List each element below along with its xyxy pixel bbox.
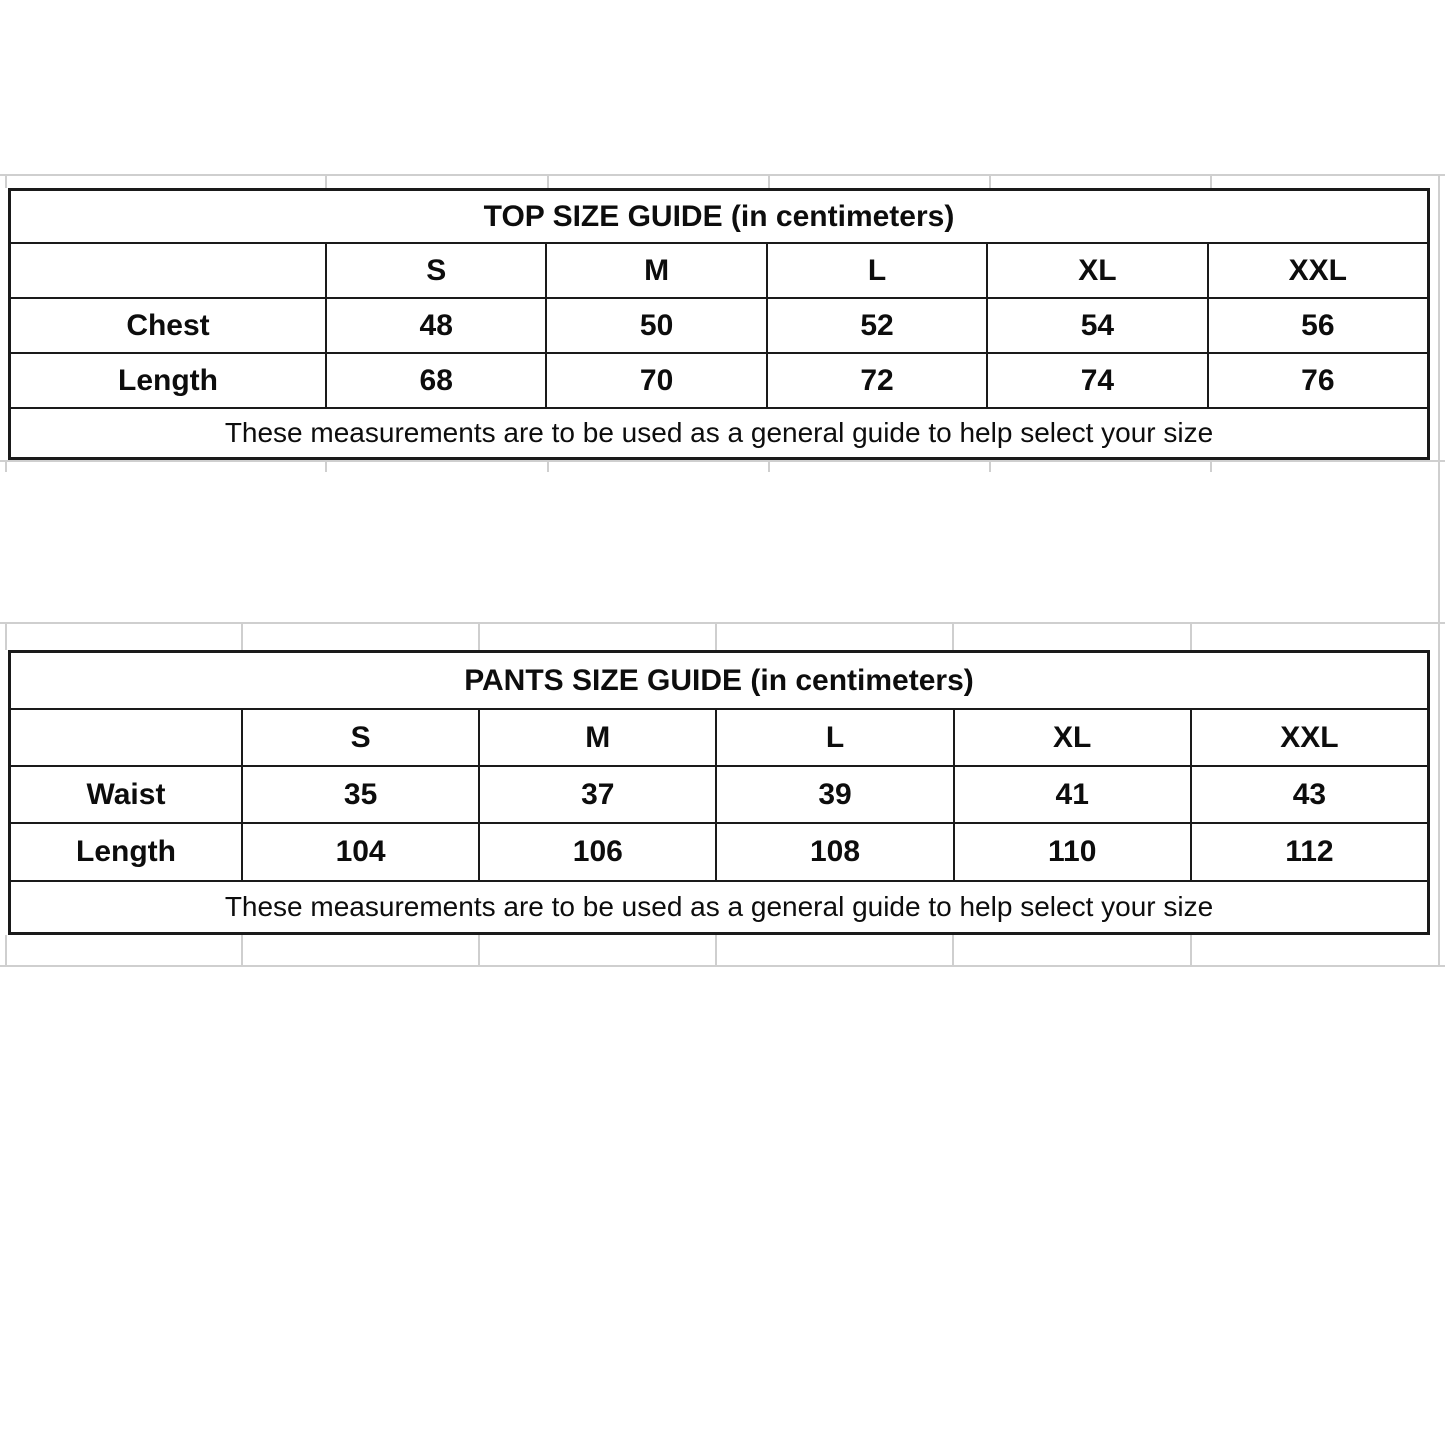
gridline-tick: [5, 622, 7, 650]
measurement-cell: 70: [545, 354, 765, 407]
measurement-cell: 39: [715, 767, 952, 822]
size-column-header: M: [478, 710, 715, 765]
gridline-tick: [547, 460, 549, 472]
gridline-horizontal: [0, 460, 1445, 462]
pants-size-guide-table: [8, 650, 1430, 935]
measurement-cell: 106: [478, 824, 715, 880]
gridline-tick: [1190, 622, 1192, 650]
gridline-tick: [768, 174, 770, 188]
gridline-tick: [325, 460, 327, 472]
gridline-tick: [989, 460, 991, 472]
size-column-header: L: [715, 710, 952, 765]
gridline-horizontal: [0, 622, 1445, 624]
measurement-cell: 68: [325, 354, 545, 407]
row-label: Chest: [126, 308, 210, 342]
row-label: Length: [76, 835, 176, 868]
gridline-tick: [241, 622, 243, 650]
measurement-cell: 104: [241, 824, 478, 880]
gridline-tick: [5, 460, 7, 472]
gridline-horizontal: [0, 174, 1445, 176]
gridline-tick: [989, 174, 991, 188]
measurement-cell: 112: [1190, 824, 1427, 880]
measurement-cell: 37: [478, 767, 715, 822]
gridline-tick: [1438, 622, 1440, 650]
measurement-cell: 76: [1207, 354, 1427, 407]
gridline-tick: [1210, 460, 1212, 472]
table-title: TOP SIZE GUIDE (in centimeters): [483, 199, 955, 233]
measurement-cell: 43: [1190, 767, 1427, 822]
row-label: Length: [118, 363, 218, 397]
gridline-tick: [1438, 935, 1440, 966]
gridline-vertical: [1438, 174, 1440, 967]
size-column-header: S: [325, 244, 545, 297]
corner-empty-cell: [11, 244, 325, 297]
size-column-header: XL: [986, 244, 1206, 297]
gridline-tick: [478, 622, 480, 650]
measurement-cell: 110: [953, 824, 1190, 880]
measurement-cell: 56: [1207, 299, 1427, 352]
measurement-cell: 54: [986, 299, 1206, 352]
gridline-tick: [1210, 174, 1212, 188]
row-label: Waist: [86, 777, 166, 811]
measurement-cell: 72: [766, 354, 986, 407]
measurement-cell: 41: [953, 767, 1190, 822]
corner-empty-cell: [11, 710, 241, 765]
measurement-cell: 74: [986, 354, 1206, 407]
gridline-tick: [1438, 174, 1440, 188]
table-title: PANTS SIZE GUIDE (in centimeters): [464, 663, 974, 697]
size-column-header: XL: [953, 710, 1190, 765]
size-column-header: XXL: [1207, 244, 1427, 297]
gridline-tick: [478, 935, 480, 966]
measurement-cell: 35: [241, 767, 478, 822]
measurement-cell: 50: [545, 299, 765, 352]
gridline-tick: [325, 174, 327, 188]
gridline-horizontal: [0, 965, 1445, 967]
table-note: These measurements are to be used as a general guide to help select your size: [224, 891, 1214, 922]
gridline-tick: [241, 935, 243, 966]
gridline-tick: [1438, 460, 1440, 472]
measurement-cell: 48: [325, 299, 545, 352]
gridline-tick: [952, 622, 954, 650]
size-column-header: L: [766, 244, 986, 297]
gridline-tick: [547, 174, 549, 188]
gridline-tick: [5, 174, 7, 188]
gridline-tick: [715, 622, 717, 650]
size-column-header: XXL: [1190, 710, 1427, 765]
measurement-cell: 52: [766, 299, 986, 352]
top-size-guide-table: [8, 188, 1430, 460]
measurement-cell: 108: [715, 824, 952, 880]
gridline-tick: [715, 935, 717, 966]
size-column-header: M: [545, 244, 765, 297]
size-column-header: S: [241, 710, 478, 765]
gridline-tick: [952, 935, 954, 966]
gridline-tick: [768, 460, 770, 472]
gridline-tick: [1190, 935, 1192, 966]
gridline-tick: [5, 935, 7, 966]
table-note: These measurements are to be used as a general guide to help select your size: [224, 417, 1214, 448]
